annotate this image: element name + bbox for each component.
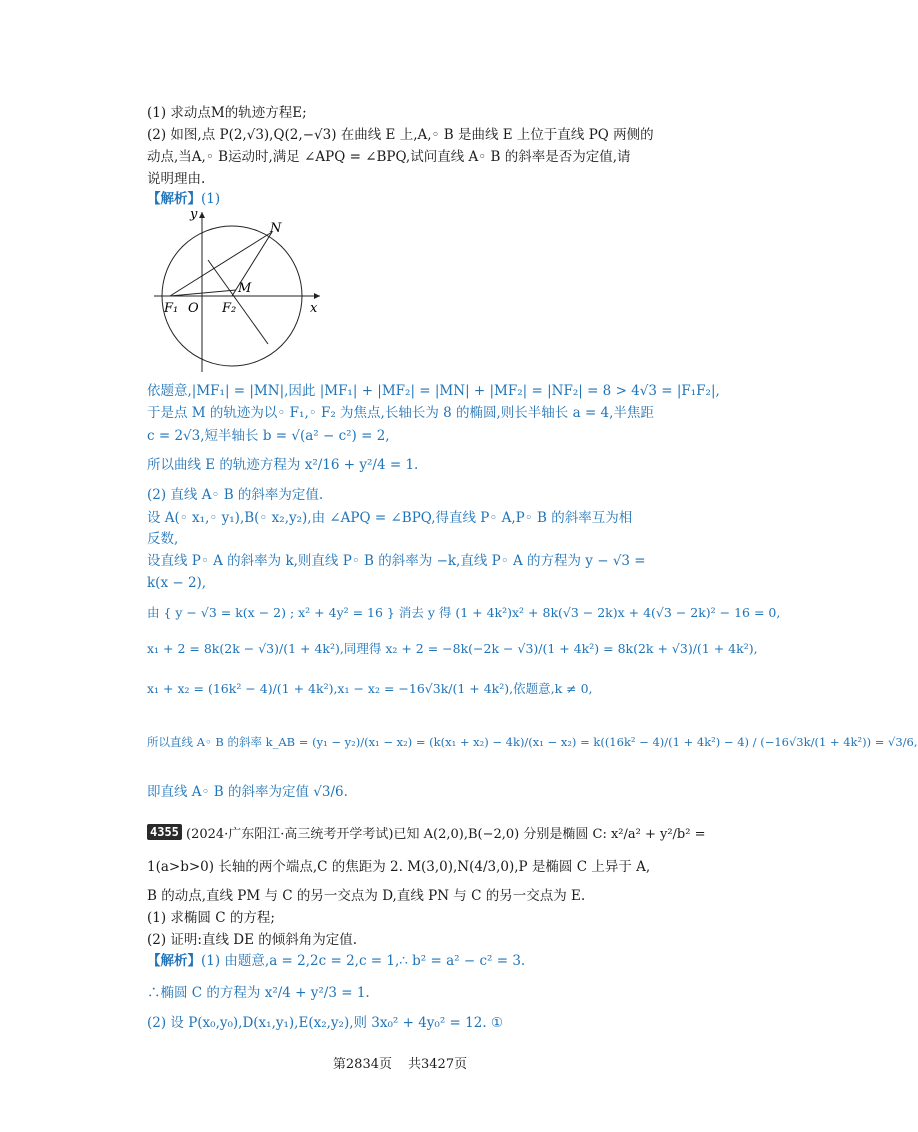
solution2-text: (1) 由题意,a = 2,2c = 2,c = 1,∴ b² = a² − c² = 3. [201, 953, 526, 969]
problem2-line-3: B 的动点,直线 PM 与 C 的另一交点为 D,直线 PN 与 C 的另一交点为 E. [147, 888, 586, 904]
problem-number-badge: 4355 [147, 824, 182, 840]
solution1-line: x₁ + x₂ = (16k² − 4)/(1 + 4k²),x₁ − x₂ = −16√3k/(1 + 4k²),依题意,k ≠ 0, [147, 681, 593, 696]
question-2-line-2: 动点,当A,◦ B运动时,满足 ∠APQ = ∠BPQ,试问直线 A◦ B 的斜率是否为定值,请 [147, 149, 631, 165]
solution1-line: (2) 直线 A◦ B 的斜率为定值. [147, 487, 324, 503]
solution1-line: k(x − 2), [147, 575, 207, 591]
segment-f1-m [170, 290, 236, 296]
ellipse-construction-figure [150, 202, 330, 378]
solution1-line: 于是点 M 的轨迹为以◦ F₁,◦ F₂ 为焦点,长轴长为 8 的椭圆,则长半轴长 a = 4,半焦距 [147, 405, 654, 421]
solution1-line: 设 A(◦ x₁,◦ y₁),B(◦ x₂,y₂),由 ∠APQ = ∠BPQ,得直线 P◦ A,P◦ B 的斜率互为相 [147, 510, 633, 526]
solution1-line: c = 2√3,短半轴长 b = √(a² − c²) = 2, [147, 428, 390, 444]
question-2-line-3: 说明理由. [147, 171, 206, 187]
solution1-line: 即直线 A◦ B 的斜率为定值 √3/6. [147, 784, 348, 800]
segment-f1-n [170, 232, 272, 296]
question-1: (1) 求动点M的轨迹方程E; [147, 105, 307, 121]
label-o: O [188, 301, 199, 316]
solution1-line: 反数, [147, 531, 179, 547]
problem2-line-1: (2024·广东阳江·高三统考开学考试)已知 A(2,0),B(−2,0) 分别是椭圆 C: x²/a² + y²/b² = [186, 827, 706, 842]
problem2-question-1: (1) 求椭圆 C 的方程; [147, 910, 275, 926]
solution1-line: 由 { y − √3 = k(x − 2) ; x² + 4y² = 16 } 消去 y 得 (1 + 4k²)x² + 8k(√3 − 2k)x + 4(√3 − 2k)² − 16 = 0, [147, 605, 781, 620]
page-footer [0, 1053, 800, 1072]
analysis-tag: 【解析】 [147, 953, 201, 969]
solution1-line: 依题意,|MF₁| = |MN|,因此 |MF₁| + |MF₂| = |MN| + |MF₂| = |NF₂| = 8 > 4√3 = |F₁F₂|, [147, 383, 720, 399]
part-label: (1) [201, 191, 221, 207]
perpendicular-bisector [208, 260, 268, 344]
page-number: 第2834页 [332, 1057, 392, 1072]
solution1-line: 所以直线 A◦ B 的斜率 k_AB = (y₁ − y₂)/(x₁ − x₂) = (k(x₁ + x₂) − 4k)/(x₁ − x₂) = k((16k² − 4)/(1 + 4k²) − 4) / (−16√3k/(1 + 4k²)) = √3/6, [147, 735, 918, 749]
solution1-line: x₁ + 2 = 8k(2k − √3)/(1 + 4k²),同理得 x₂ + 2 = −8k(−2k − √3)/(1 + 4k²) = 8k(2k + √3)/(1 + 4k²), [147, 641, 758, 656]
label-y: y [190, 207, 198, 222]
problem2-question-2: (2) 证明:直线 DE 的倾斜角为定值. [147, 932, 358, 948]
label-f2: F₂ [222, 301, 237, 316]
label-x: x [310, 301, 318, 316]
solution2-line [147, 952, 525, 970]
solution2-line: ∴椭圆 C 的方程为 x²/4 + y²/3 = 1. [147, 985, 370, 1001]
total-pages: 共3427页 [408, 1057, 468, 1072]
solution1-line: 所以曲线 E 的轨迹方程为 x²/16 + y²/4 = 1. [147, 457, 419, 473]
solution1-line: 设直线 P◦ A 的斜率为 k,则直线 P◦ B 的斜率为 −k,直线 P◦ A 的方程为 y − √3 = [147, 553, 646, 569]
label-f1: F₁ [164, 301, 179, 316]
question-2-line-1: (2) 如图,点 P(2,√3),Q(2,−√3) 在曲线 E 上,A,◦ B 是曲线 E 上位于直线 PQ 两侧的 [147, 127, 654, 143]
analysis-tag: 【解析】 [147, 191, 201, 207]
solution2-line: (2) 设 P(x₀,y₀),D(x₁,y₁),E(x₂,y₂),则 3x₀² + 4y₀² = 12. ① [147, 1015, 504, 1031]
label-n: N [270, 221, 282, 236]
label-m: M [238, 281, 252, 296]
problem2-line-2: 1(a>b>0) 长轴的两个端点,C 的焦距为 2. M(3,0),N(4/3,0),P 是椭圆 C 上异于 A, [147, 859, 651, 875]
